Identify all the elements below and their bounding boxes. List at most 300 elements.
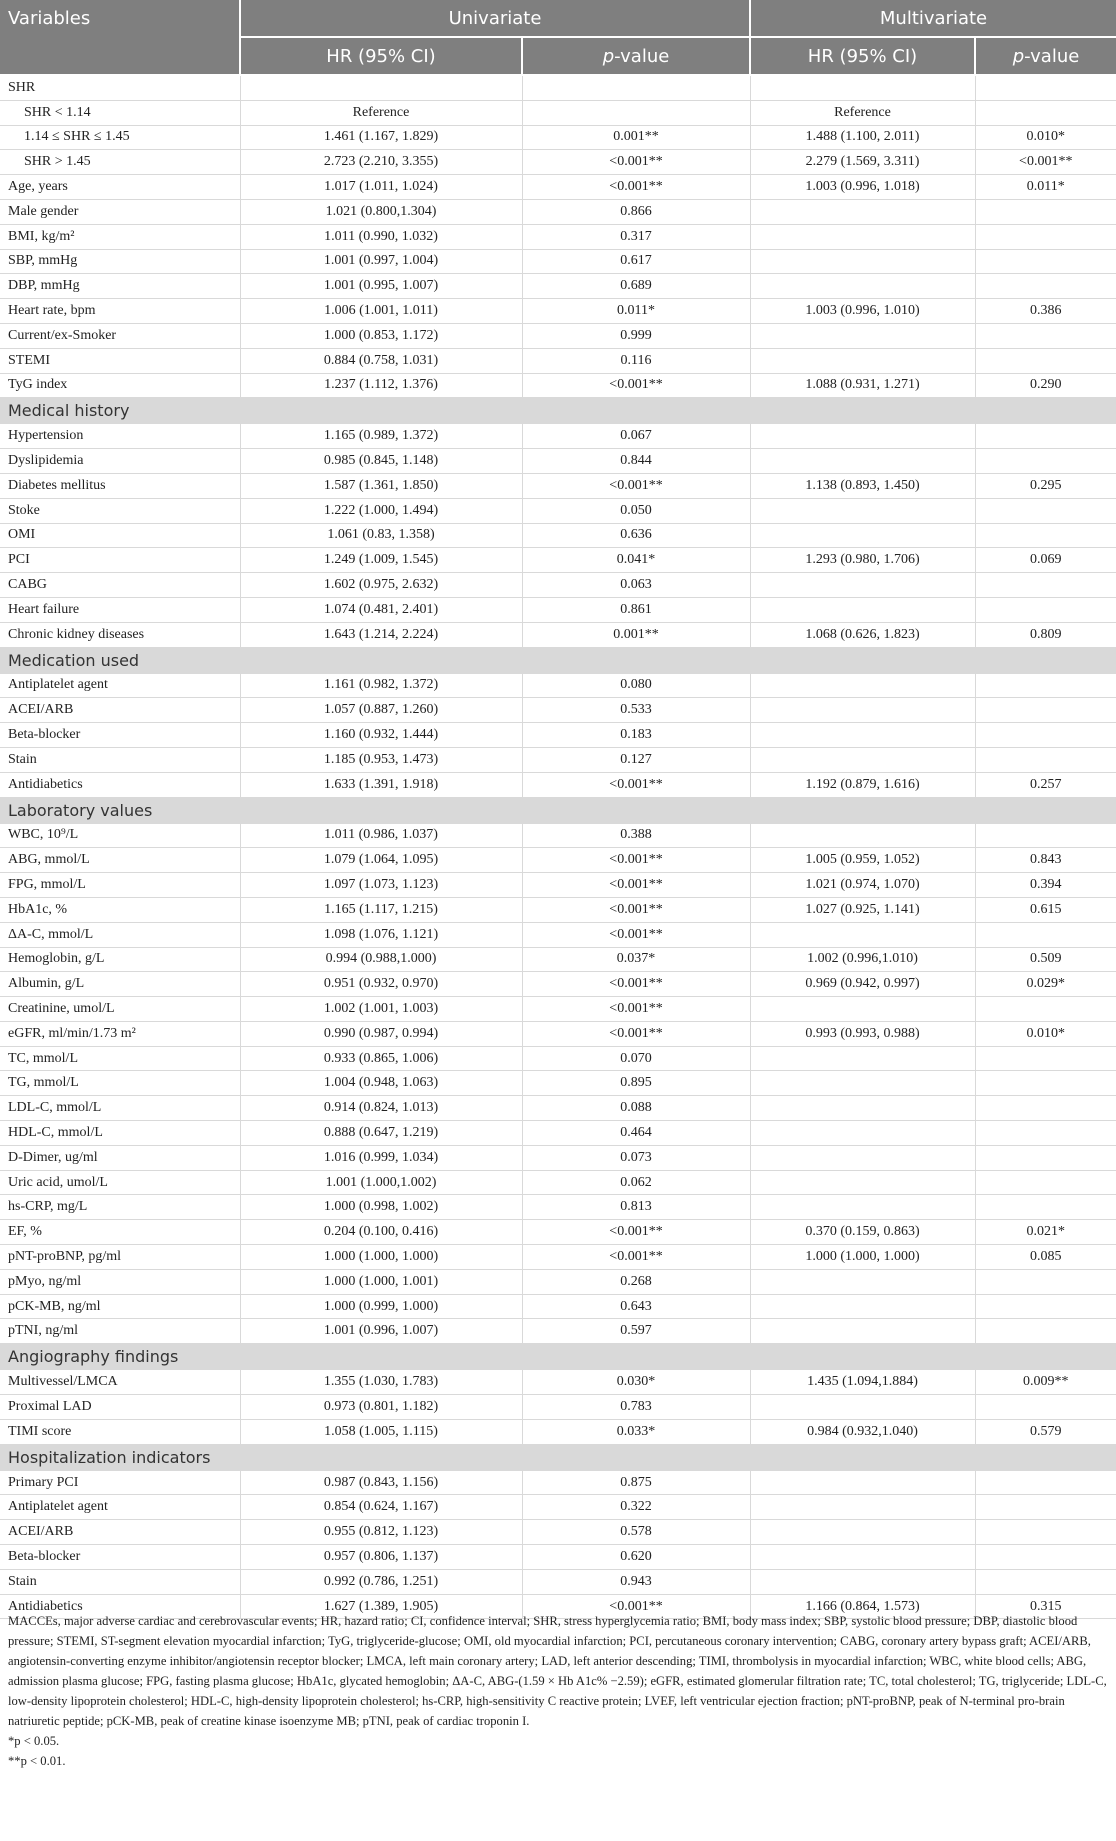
univariate-hr-cell: 1.643 (1.214, 2.224) <box>240 622 522 647</box>
multivariate-p-cell <box>975 323 1116 348</box>
univariate-hr-cell: 1.000 (0.853, 1.172) <box>240 323 522 348</box>
univariate-p-cell: <0.001** <box>522 473 750 498</box>
variable-cell: Hemoglobin, g/L <box>0 947 240 972</box>
multivariate-hr-cell <box>750 1495 975 1520</box>
multivariate-p-cell <box>975 1395 1116 1420</box>
univariate-p-cell: 0.011* <box>522 299 750 324</box>
variable-cell: SBP, mmHg <box>0 249 240 274</box>
multivariate-p-cell <box>975 1170 1116 1195</box>
table-row <box>0 823 1116 848</box>
univariate-hr-cell: 1.001 (0.995, 1.007) <box>240 274 522 299</box>
univariate-hr-cell: 0.933 (0.865, 1.006) <box>240 1046 522 1071</box>
univariate-p-cell: 0.001** <box>522 125 750 150</box>
univariate-p-cell: 0.268 <box>522 1269 750 1294</box>
section-heading: Medication used <box>0 647 1116 673</box>
univariate-hr-cell: 0.985 (0.845, 1.148) <box>240 449 522 474</box>
univariate-hr-cell: 1.057 (0.887, 1.260) <box>240 698 522 723</box>
multivariate-p-cell <box>975 449 1116 474</box>
multivariate-p-cell: 0.290 <box>975 373 1116 398</box>
multivariate-p-cell <box>975 1096 1116 1121</box>
multivariate-p-cell <box>975 249 1116 274</box>
univariate-hr-cell: 1.185 (0.953, 1.473) <box>240 747 522 772</box>
univariate-p-cell: 0.861 <box>522 597 750 622</box>
table-row <box>0 424 1116 449</box>
univariate-p-cell: 0.033* <box>522 1419 750 1444</box>
multivariate-hr-cell <box>750 1071 975 1096</box>
univariate-hr-cell: 1.165 (1.117, 1.215) <box>240 897 522 922</box>
multivariate-p-cell <box>975 100 1116 125</box>
significance-note-2: **p < 0.01. <box>8 1754 66 1768</box>
multivariate-hr-cell <box>750 1046 975 1071</box>
univariate-hr-cell: 1.004 (0.948, 1.063) <box>240 1071 522 1096</box>
univariate-hr-cell: 1.079 (1.064, 1.095) <box>240 848 522 873</box>
univariate-p-cell: 0.875 <box>522 1470 750 1495</box>
section-heading: Medical history <box>0 398 1116 424</box>
univariate-p-cell: <0.001** <box>522 848 750 873</box>
univariate-hr-cell: 1.000 (1.000, 1.001) <box>240 1269 522 1294</box>
univariate-hr-cell: 1.000 (0.998, 1.002) <box>240 1195 522 1220</box>
multivariate-hr-cell <box>750 673 975 698</box>
univariate-p-cell: 0.041* <box>522 548 750 573</box>
variable-cell: EF, % <box>0 1220 240 1245</box>
univariate-hr-cell: 1.006 (1.001, 1.011) <box>240 299 522 324</box>
univariate-hr-cell: 0.992 (0.786, 1.251) <box>240 1569 522 1594</box>
table-row <box>0 1145 1116 1170</box>
univariate-p-cell: 0.067 <box>522 424 750 449</box>
univariate-hr-cell: 0.987 (0.843, 1.156) <box>240 1470 522 1495</box>
multivariate-p-cell <box>975 498 1116 523</box>
univariate-p-cell: 0.999 <box>522 323 750 348</box>
univariate-hr-cell: 0.994 (0.988,1.000) <box>240 947 522 972</box>
header-univariate: Univariate <box>240 0 750 37</box>
variable-cell: ΔA-C, mmol/L <box>0 922 240 947</box>
variable-cell: Stain <box>0 747 240 772</box>
multivariate-p-cell <box>975 424 1116 449</box>
variable-cell: Age, years <box>0 175 240 200</box>
univariate-p-cell: 0.783 <box>522 1395 750 1420</box>
table-body <box>0 75 1116 1619</box>
variable-cell: Multivessel/LMCA <box>0 1370 240 1395</box>
multivariate-p-cell <box>975 698 1116 723</box>
variable-cell: pMyo, ng/ml <box>0 1269 240 1294</box>
univariate-hr-cell: 0.888 (0.647, 1.219) <box>240 1121 522 1146</box>
multivariate-hr-cell <box>750 698 975 723</box>
table-row <box>0 274 1116 299</box>
table-row <box>0 199 1116 224</box>
variable-cell: D-Dimer, ug/ml <box>0 1145 240 1170</box>
header-variables: Variables <box>0 0 240 75</box>
multivariate-p-cell <box>975 1046 1116 1071</box>
variable-cell: Dyslipidemia <box>0 449 240 474</box>
univariate-p-cell: <0.001** <box>522 873 750 898</box>
table-row <box>0 897 1116 922</box>
univariate-p-cell: <0.001** <box>522 997 750 1022</box>
univariate-hr-cell: 1.001 (1.000,1.002) <box>240 1170 522 1195</box>
variable-cell: hs-CRP, mg/L <box>0 1195 240 1220</box>
multivariate-hr-cell: 1.002 (0.996,1.010) <box>750 947 975 972</box>
multivariate-hr-cell <box>750 523 975 548</box>
multivariate-hr-cell <box>750 75 975 100</box>
univariate-hr-cell: 1.461 (1.167, 1.829) <box>240 125 522 150</box>
multivariate-hr-cell: 1.003 (0.996, 1.018) <box>750 175 975 200</box>
multivariate-p-cell <box>975 922 1116 947</box>
variable-cell: Antiplatelet agent <box>0 673 240 698</box>
univariate-hr-cell: 1.161 (0.982, 1.372) <box>240 673 522 698</box>
univariate-hr-cell: 0.951 (0.932, 0.970) <box>240 972 522 997</box>
table-row <box>0 573 1116 598</box>
table-row <box>0 673 1116 698</box>
univariate-hr-cell: 1.602 (0.975, 2.632) <box>240 573 522 598</box>
univariate-p-cell: 0.388 <box>522 823 750 848</box>
multivariate-p-cell <box>975 747 1116 772</box>
table-row <box>0 449 1116 474</box>
variable-cell: CABG <box>0 573 240 598</box>
univariate-hr-cell: 1.074 (0.481, 2.401) <box>240 597 522 622</box>
table-row <box>0 523 1116 548</box>
abbreviations-note: MACCEs, major adverse cardiac and cerebrovascular events; HR, hazard ratio; CI, confidence interval; SHR, stress hyperglycemia ratio; BMI, body mass index; SBP, systolic blood pressure; DBP, diastolic blood pressure; STEMI, ST-segment elevation myocardial infarction; TyG, triglyceride-glucose; OMI, old myocardial infarction; PCI, percutaneous coronary intervention; CABG, coronary artery bypass graft; ACEI/ARB, angiotensin-converting enzyme inhibitor/angiotensin receptor blocker; LMCA, left main coronary artery; LAD, left anterior descending; TIMI, thrombolysis in myocardial infarction; WBC, white blood cells; ABG, admission plasma glucose; FPG, fasting plasma glucose; HbA1c, glycated hemoglobin; ΔA-C, ABG-(1.59 × Hb A1c% −2.59); eGFR, estimated glomerular filtration rate; TC, total cholesterol; TG, triglyceride; LDL-C, low-density lipoprotein cholesterol; HDL-C, high-density lipoprotein cholesterol; hs-CRP, high-sensitivity C reactive protein; LVEF, left ventricular ejection fraction; pNT-proBNP, peak of N-terminal pro-brain natriuretic peptide; pCK-MB, peak of creatine kinase isoenzyme MB; pTNI, peak of cardiac troponin I. <box>8 1614 1107 1728</box>
table-row <box>0 224 1116 249</box>
variable-cell: Stoke <box>0 498 240 523</box>
table-header <box>0 0 1116 75</box>
univariate-hr-cell: 1.016 (0.999, 1.034) <box>240 1145 522 1170</box>
multivariate-p-cell <box>975 673 1116 698</box>
multivariate-hr-cell: 1.005 (0.959, 1.052) <box>750 848 975 873</box>
table-row <box>0 75 1116 100</box>
variable-cell: Antiplatelet agent <box>0 1495 240 1520</box>
multivariate-hr-cell <box>750 1520 975 1545</box>
variable-cell: Stain <box>0 1569 240 1594</box>
multivariate-hr-cell <box>750 249 975 274</box>
section-row <box>0 647 1116 673</box>
multivariate-p-cell <box>975 1195 1116 1220</box>
table-row <box>0 125 1116 150</box>
multivariate-hr-cell <box>750 1145 975 1170</box>
variable-cell: Diabetes mellitus <box>0 473 240 498</box>
variable-cell: Chronic kidney diseases <box>0 622 240 647</box>
multivariate-hr-cell: 1.192 (0.879, 1.616) <box>750 772 975 797</box>
table-row <box>0 1170 1116 1195</box>
univariate-hr-cell: 0.955 (0.812, 1.123) <box>240 1520 522 1545</box>
univariate-hr-cell: 1.017 (1.011, 1.024) <box>240 175 522 200</box>
multivariate-p-cell <box>975 1569 1116 1594</box>
univariate-hr-cell: 1.011 (0.986, 1.037) <box>240 823 522 848</box>
table-row <box>0 1419 1116 1444</box>
univariate-hr-cell: 1.011 (0.990, 1.032) <box>240 224 522 249</box>
univariate-p-cell: <0.001** <box>522 972 750 997</box>
significance-note-1: *p < 0.05. <box>8 1734 60 1748</box>
univariate-p-cell: <0.001** <box>522 373 750 398</box>
table-row <box>0 473 1116 498</box>
multivariate-p-cell: 0.010* <box>975 1021 1116 1046</box>
multivariate-hr-cell: Reference <box>750 100 975 125</box>
variable-cell: WBC, 10⁹/L <box>0 823 240 848</box>
univariate-hr-cell <box>240 75 522 100</box>
table-row <box>0 323 1116 348</box>
table-row <box>0 1545 1116 1570</box>
table-row <box>0 1495 1116 1520</box>
multivariate-hr-cell <box>750 498 975 523</box>
multivariate-p-cell <box>975 348 1116 373</box>
multivariate-p-cell: 0.386 <box>975 299 1116 324</box>
univariate-hr-cell: 1.627 (1.389, 1.905) <box>240 1594 522 1619</box>
multivariate-p-cell <box>975 523 1116 548</box>
table-footnotes <box>8 1611 1108 1771</box>
variable-cell: TyG index <box>0 373 240 398</box>
univariate-p-cell: 0.643 <box>522 1294 750 1319</box>
multivariate-p-cell: 0.009** <box>975 1370 1116 1395</box>
section-row <box>0 797 1116 823</box>
variable-cell: TIMI score <box>0 1419 240 1444</box>
table-row <box>0 698 1116 723</box>
multivariate-p-cell: 0.394 <box>975 873 1116 898</box>
variable-cell: ABG, mmol/L <box>0 848 240 873</box>
variable-cell: SHR < 1.14 <box>0 100 240 125</box>
multivariate-hr-cell <box>750 1294 975 1319</box>
multivariate-hr-cell <box>750 1096 975 1121</box>
variable-cell: BMI, kg/m² <box>0 224 240 249</box>
multivariate-hr-cell: 0.984 (0.932,1.040) <box>750 1419 975 1444</box>
univariate-p-cell: 0.070 <box>522 1046 750 1071</box>
variable-cell: SHR > 1.45 <box>0 150 240 175</box>
variable-cell: Heart failure <box>0 597 240 622</box>
header-multivariate-p: p-value <box>975 37 1116 75</box>
multivariate-p-cell: 0.615 <box>975 897 1116 922</box>
variable-cell: OMI <box>0 523 240 548</box>
variable-cell: Current/ex-Smoker <box>0 323 240 348</box>
univariate-p-cell: <0.001** <box>522 1021 750 1046</box>
univariate-p-cell: <0.001** <box>522 897 750 922</box>
multivariate-hr-cell <box>750 449 975 474</box>
univariate-p-cell: 0.895 <box>522 1071 750 1096</box>
multivariate-hr-cell: 1.088 (0.931, 1.271) <box>750 373 975 398</box>
univariate-hr-cell: 1.002 (1.001, 1.003) <box>240 997 522 1022</box>
univariate-hr-cell: 1.165 (0.989, 1.372) <box>240 424 522 449</box>
univariate-hr-cell: 0.990 (0.987, 0.994) <box>240 1021 522 1046</box>
variable-cell: ACEI/ARB <box>0 698 240 723</box>
univariate-p-cell: 0.030* <box>522 1370 750 1395</box>
multivariate-p-cell: 0.843 <box>975 848 1116 873</box>
table-row <box>0 873 1116 898</box>
univariate-p-cell: 0.578 <box>522 1520 750 1545</box>
multivariate-p-cell: 0.021* <box>975 1220 1116 1245</box>
variable-cell: TG, mmol/L <box>0 1071 240 1096</box>
header-univariate-p: p-value <box>522 37 750 75</box>
header-univariate-hr: HR (95% CI) <box>240 37 522 75</box>
table-row <box>0 1021 1116 1046</box>
table-row <box>0 597 1116 622</box>
section-heading: Hospitalization indicators <box>0 1444 1116 1470</box>
multivariate-hr-cell: 1.027 (0.925, 1.141) <box>750 897 975 922</box>
table-row <box>0 175 1116 200</box>
multivariate-p-cell <box>975 1470 1116 1495</box>
univariate-hr-cell: 1.058 (1.005, 1.115) <box>240 1419 522 1444</box>
variable-cell: HDL-C, mmol/L <box>0 1121 240 1146</box>
multivariate-hr-cell: 1.021 (0.974, 1.070) <box>750 873 975 898</box>
table-row <box>0 1245 1116 1270</box>
table-row <box>0 373 1116 398</box>
univariate-p-cell: <0.001** <box>522 1594 750 1619</box>
multivariate-hr-cell: 1.488 (1.100, 2.011) <box>750 125 975 150</box>
univariate-p-cell: 0.617 <box>522 249 750 274</box>
univariate-p-cell: 0.597 <box>522 1319 750 1344</box>
multivariate-p-cell: 0.011* <box>975 175 1116 200</box>
multivariate-p-cell <box>975 1269 1116 1294</box>
table-row <box>0 997 1116 1022</box>
header-multivariate: Multivariate <box>750 0 1116 37</box>
table-row <box>0 299 1116 324</box>
table-row <box>0 622 1116 647</box>
multivariate-hr-cell <box>750 1470 975 1495</box>
multivariate-hr-cell <box>750 1195 975 1220</box>
multivariate-hr-cell <box>750 747 975 772</box>
univariate-p-cell: 0.063 <box>522 573 750 598</box>
univariate-p-cell: <0.001** <box>522 1220 750 1245</box>
variable-cell: 1.14 ≤ SHR ≤ 1.45 <box>0 125 240 150</box>
variable-cell: LDL-C, mmol/L <box>0 1096 240 1121</box>
univariate-hr-cell: 1.249 (1.009, 1.545) <box>240 548 522 573</box>
variable-cell: Creatinine, umol/L <box>0 997 240 1022</box>
multivariate-p-cell: 0.069 <box>975 548 1116 573</box>
univariate-p-cell: 0.533 <box>522 698 750 723</box>
variable-cell: Primary PCI <box>0 1470 240 1495</box>
multivariate-hr-cell: 2.279 (1.569, 3.311) <box>750 150 975 175</box>
section-row <box>0 1444 1116 1470</box>
univariate-hr-cell: 1.097 (1.073, 1.123) <box>240 873 522 898</box>
multivariate-p-cell: 0.579 <box>975 1419 1116 1444</box>
multivariate-hr-cell: 1.166 (0.864, 1.573) <box>750 1594 975 1619</box>
univariate-p-cell: 0.062 <box>522 1170 750 1195</box>
multivariate-hr-cell: 0.370 (0.159, 0.863) <box>750 1220 975 1245</box>
table-row <box>0 1071 1116 1096</box>
variable-cell: Uric acid, umol/L <box>0 1170 240 1195</box>
multivariate-p-cell <box>975 997 1116 1022</box>
table-row <box>0 848 1116 873</box>
multivariate-hr-cell <box>750 348 975 373</box>
variable-cell: ACEI/ARB <box>0 1520 240 1545</box>
table-row <box>0 947 1116 972</box>
section-row <box>0 398 1116 424</box>
univariate-p-cell: <0.001** <box>522 1245 750 1270</box>
univariate-p-cell: 0.813 <box>522 1195 750 1220</box>
header-multivariate-hr: HR (95% CI) <box>750 37 975 75</box>
variable-cell: Heart rate, bpm <box>0 299 240 324</box>
variable-cell: DBP, mmHg <box>0 274 240 299</box>
univariate-p-cell: 0.636 <box>522 523 750 548</box>
univariate-hr-cell: 1.001 (0.996, 1.007) <box>240 1319 522 1344</box>
univariate-p-cell: 0.183 <box>522 723 750 748</box>
multivariate-hr-cell: 1.293 (0.980, 1.706) <box>750 548 975 573</box>
multivariate-p-cell <box>975 1145 1116 1170</box>
multivariate-hr-cell: 1.138 (0.893, 1.450) <box>750 473 975 498</box>
variable-cell: STEMI <box>0 348 240 373</box>
multivariate-hr-cell: 0.993 (0.993, 0.988) <box>750 1021 975 1046</box>
multivariate-hr-cell <box>750 1395 975 1420</box>
multivariate-hr-cell: 1.000 (1.000, 1.000) <box>750 1245 975 1270</box>
table-row <box>0 548 1116 573</box>
table-row <box>0 1395 1116 1420</box>
univariate-p-cell: 0.464 <box>522 1121 750 1146</box>
multivariate-hr-cell: 1.435 (1.094,1.884) <box>750 1370 975 1395</box>
multivariate-hr-cell <box>750 323 975 348</box>
univariate-hr-cell: 0.973 (0.801, 1.182) <box>240 1395 522 1420</box>
multivariate-p-cell <box>975 1294 1116 1319</box>
variable-cell: SHR <box>0 75 240 100</box>
multivariate-p-cell <box>975 573 1116 598</box>
table-row <box>0 100 1116 125</box>
univariate-p-cell: 0.317 <box>522 224 750 249</box>
variable-cell: pCK-MB, ng/ml <box>0 1294 240 1319</box>
univariate-hr-cell: 1.355 (1.030, 1.783) <box>240 1370 522 1395</box>
univariate-p-cell: 0.037* <box>522 947 750 972</box>
multivariate-hr-cell <box>750 997 975 1022</box>
multivariate-hr-cell: 1.003 (0.996, 1.010) <box>750 299 975 324</box>
table-row <box>0 348 1116 373</box>
univariate-hr-cell: 1.633 (1.391, 1.918) <box>240 772 522 797</box>
table-row <box>0 1470 1116 1495</box>
table-row <box>0 1569 1116 1594</box>
multivariate-p-cell <box>975 723 1116 748</box>
variable-cell: pNT-proBNP, pg/ml <box>0 1245 240 1270</box>
multivariate-p-cell <box>975 274 1116 299</box>
table-row <box>0 1319 1116 1344</box>
univariate-p-cell: 0.866 <box>522 199 750 224</box>
univariate-p-cell: 0.943 <box>522 1569 750 1594</box>
multivariate-hr-cell <box>750 597 975 622</box>
multivariate-hr-cell <box>750 1319 975 1344</box>
table-row <box>0 1520 1116 1545</box>
univariate-hr-cell: 1.098 (1.076, 1.121) <box>240 922 522 947</box>
table-row <box>0 972 1116 997</box>
multivariate-p-cell <box>975 224 1116 249</box>
multivariate-hr-cell <box>750 573 975 598</box>
variable-cell: FPG, mmol/L <box>0 873 240 898</box>
univariate-hr-cell: 0.957 (0.806, 1.137) <box>240 1545 522 1570</box>
table-row <box>0 498 1116 523</box>
multivariate-hr-cell <box>750 922 975 947</box>
univariate-p-cell: 0.050 <box>522 498 750 523</box>
univariate-p-cell: 0.127 <box>522 747 750 772</box>
variable-cell: Antidiabetics <box>0 772 240 797</box>
variable-cell: Albumin, g/L <box>0 972 240 997</box>
multivariate-p-cell <box>975 199 1116 224</box>
multivariate-p-cell <box>975 1495 1116 1520</box>
multivariate-p-cell <box>975 75 1116 100</box>
univariate-hr-cell: 1.021 (0.800,1.304) <box>240 199 522 224</box>
multivariate-p-cell <box>975 1319 1116 1344</box>
univariate-hr-cell: 1.160 (0.932, 1.444) <box>240 723 522 748</box>
multivariate-p-cell: 0.315 <box>975 1594 1116 1619</box>
univariate-hr-cell: 0.204 (0.100, 0.416) <box>240 1220 522 1245</box>
variable-cell: Proximal LAD <box>0 1395 240 1420</box>
multivariate-p-cell <box>975 597 1116 622</box>
univariate-hr-cell: 1.222 (1.000, 1.494) <box>240 498 522 523</box>
table-row <box>0 772 1116 797</box>
univariate-hr-cell: 1.000 (0.999, 1.000) <box>240 1294 522 1319</box>
variable-cell: PCI <box>0 548 240 573</box>
multivariate-hr-cell <box>750 1569 975 1594</box>
multivariate-hr-cell <box>750 1121 975 1146</box>
variable-cell: eGFR, ml/min/1.73 m² <box>0 1021 240 1046</box>
multivariate-p-cell: 0.029* <box>975 972 1116 997</box>
table-row <box>0 1195 1116 1220</box>
univariate-hr-cell: 1.587 (1.361, 1.850) <box>240 473 522 498</box>
univariate-p-cell: 0.844 <box>522 449 750 474</box>
multivariate-p-cell <box>975 823 1116 848</box>
table-row <box>0 747 1116 772</box>
multivariate-p-cell: 0.509 <box>975 947 1116 972</box>
table-row <box>0 922 1116 947</box>
table-row <box>0 1269 1116 1294</box>
